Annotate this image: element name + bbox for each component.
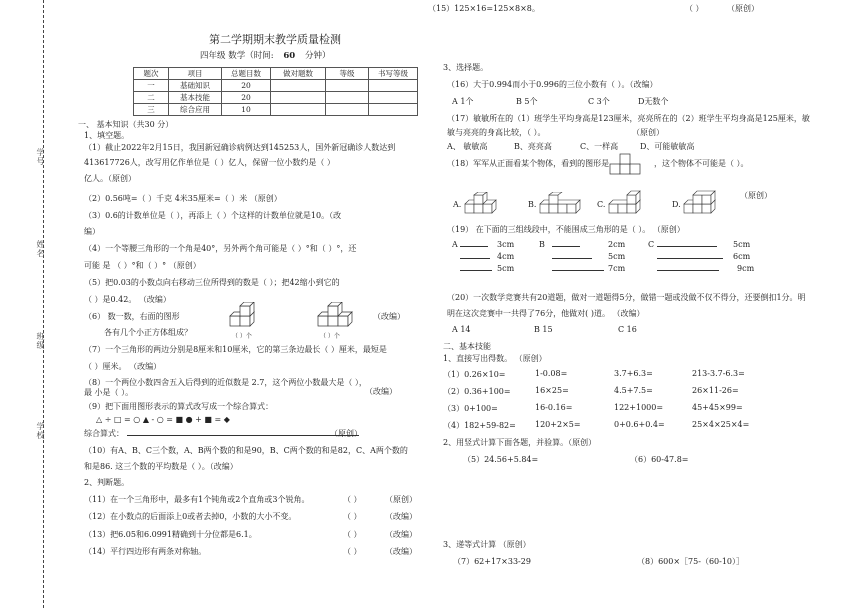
cube-figure-1 — [228, 302, 264, 332]
table-cell[interactable] — [326, 92, 369, 104]
segment-c-3 — [657, 270, 719, 271]
table-cell: 10 — [222, 104, 271, 116]
q8-tag: （改编） — [365, 387, 397, 396]
score-table-header — [134, 68, 418, 80]
j15-tag: （原创） — [727, 4, 759, 13]
choice-heading: 3、选择题。 — [443, 63, 489, 72]
col-header: 题次 — [134, 68, 169, 80]
table-cell[interactable] — [326, 80, 369, 92]
j12: （12）在小数点的后面添上0或者去掉0，小数的大小不变。 — [84, 512, 297, 521]
q6-count-1: （ ）个 — [232, 333, 252, 340]
c18-option-a[interactable]: A. — [453, 200, 462, 209]
table-row — [134, 92, 418, 104]
j12-tag: （改编） — [385, 512, 417, 521]
c20-option-a[interactable]: A 14 — [452, 325, 471, 334]
segment-c-2 — [657, 258, 723, 259]
j15-answer[interactable]: （ ） — [685, 4, 704, 13]
segment-b-2 — [552, 258, 592, 259]
calc-1-3: 3.7+6.3= — [614, 369, 653, 378]
subtitle-prefix: 四年级 数学（时间: — [200, 51, 274, 61]
page-subtitle — [200, 49, 331, 61]
c16-option-d[interactable]: D无数个 — [638, 97, 669, 106]
col-header: 总题目数 — [222, 68, 271, 80]
q3-line-2: 编） — [84, 227, 100, 236]
calc-1-2: 1-0.08= — [535, 369, 568, 378]
c17-option-c[interactable]: C、一样高 — [580, 142, 619, 151]
cube-figure-2 — [316, 302, 356, 332]
segment-c-1 — [657, 246, 717, 247]
j11: （11）在一个三角形中，最多有1个钝角或2个直角或3个锐角。 — [84, 495, 310, 504]
binding-label-name: 姓名 — [36, 240, 45, 258]
table-cell[interactable] — [271, 92, 326, 104]
table-cell[interactable] — [369, 92, 418, 104]
q3-line-1: （3）0.6的计数单位是（ ），再添上（ ）个这样的计数单位就是10。（改 — [84, 211, 342, 220]
c19-option-a[interactable]: A — [452, 240, 458, 249]
c18-option-c[interactable]: C. — [597, 200, 606, 209]
table-cell: 一 — [134, 80, 169, 92]
page-title: 第二学期期末教学质量检测 — [209, 33, 341, 46]
c18-line-1: （18）军军从正面看某个物体，看到的图形是 — [447, 159, 610, 168]
len-b-1: 2cm — [608, 240, 626, 249]
calc-2-3: 4.5+7.5= — [614, 386, 653, 395]
c18-line-2: ，这个物体不可能是（ ）。 — [654, 159, 749, 168]
c19-option-c[interactable]: C — [648, 240, 655, 249]
q9-answer-blank[interactable] — [127, 435, 359, 436]
c16-option-c[interactable]: C 3个 — [588, 97, 610, 106]
table-cell[interactable] — [271, 80, 326, 92]
j14-tag: （改编） — [385, 547, 417, 556]
table-cell: 基本技能 — [169, 92, 222, 104]
c20-line-1: （20）一次数学竞赛共有20道题，做对一道题得5分，做错一题或没做不仅不得分，还要倒扣1分。明 — [447, 293, 806, 302]
calc-4-2: 120+2×5= — [535, 420, 581, 429]
c17-option-a[interactable]: A、 敏敏高 — [447, 142, 488, 151]
c17-line-1: （17）敏敏所在的（1）班学生平均身高是123厘米，亮亮所在的（2）班学生平均身高是125厘米，敏 — [447, 114, 810, 123]
e7: （7）62+17×33-29 — [453, 557, 531, 566]
j13: （13）把6.05和6.0991精确到十分位都是6.1。 — [84, 530, 257, 539]
j12-answer[interactable]: （ ） — [343, 512, 362, 521]
q5-line-1: （5）把0.03的小数点向右移动三位所得到的数是（ ）；把42缩小到它的 — [84, 278, 340, 287]
section-1-title: 一、 基本知识（共30 分） — [78, 120, 174, 129]
q2: （2）0.56吨=（ ）千克 4米35厘米=（ ）米 （原创） — [84, 194, 282, 203]
q6-count-2: （ ）个 — [320, 333, 340, 340]
segment-a-1 — [460, 246, 488, 247]
q5-line-2: （ ）是0.42。 （改编） — [84, 295, 171, 304]
q7-line-1: （7）一个三角形的两边分别是8厘米和10厘米，它的第三条边最长（ ）厘米，最短是 — [84, 345, 387, 354]
calc-2-1: （2）0.36+100= — [443, 387, 511, 396]
table-cell: 基础知识 — [169, 80, 222, 92]
segment-a-2 — [460, 258, 490, 259]
q8-line-2: 最 小是（ ）。 — [84, 388, 134, 397]
e8: （8）600×［75-（60-10）］ — [637, 557, 745, 566]
calc-3-3: 122+1000= — [614, 403, 664, 412]
q1-line-3: 亿人。（原创） — [84, 174, 136, 183]
direct-calc-heading: 1、直接写出得数。 （原创） — [443, 354, 547, 363]
c16: （16）大于0.994而小于0.996的三位小数有（ ）。（改编） — [447, 80, 658, 89]
v6: （6）60-47.8= — [630, 455, 689, 464]
q6-line-1: （6） 数一数，右面的图形 — [84, 312, 180, 321]
binding-label-class: 班级 — [36, 332, 45, 350]
q6-tag: （改编） — [373, 312, 405, 321]
q8-line-1: （8）一个两位小数四舍五入后得到的近似数是 2.7，这个两位小数最大是（ ）， — [84, 378, 367, 387]
col-header: 做对题数 — [271, 68, 326, 80]
q10-line-1: （10）有A、B、C三个数，A、B两个数的和是90，B、C两个数的和是82，C、A两个数的 — [84, 446, 408, 455]
c16-option-a[interactable]: A 1个 — [452, 97, 474, 106]
q9-tag: （原创） — [330, 429, 362, 438]
judge-heading: 2、判断题。 — [84, 478, 130, 487]
j14-answer[interactable]: （ ） — [343, 547, 362, 556]
c17-line-2: 敏与亮亮的身高比较，（ ）。 — [447, 128, 546, 137]
len-c-2: 6cm — [733, 252, 751, 261]
c18-figure-d — [682, 190, 728, 218]
c16-option-b[interactable]: B 5个 — [516, 97, 538, 106]
q9-answer-label: 综合算式： — [84, 429, 124, 438]
time-value: 60 — [283, 51, 296, 61]
len-b-2: 5cm — [608, 252, 626, 261]
segment-b-3 — [552, 270, 604, 271]
segment-b-1 — [552, 246, 580, 247]
table-cell: 二 — [134, 92, 169, 104]
table-row — [134, 80, 418, 92]
calc-2-4: 26×11-26= — [692, 386, 739, 395]
table-cell[interactable] — [369, 104, 418, 116]
q9: （9）把下面用图形表示的算式改写成一个综合算式： — [84, 402, 274, 411]
q10-line-2: 和是86. 这三个数的平均数是（ ）。（改编） — [84, 462, 238, 471]
j11-tag: （原创） — [385, 495, 417, 504]
table-cell[interactable] — [271, 104, 326, 116]
q6-line-2: 各有几个小正方体组成？ — [104, 328, 192, 337]
table-row — [134, 104, 418, 116]
c18-option-b[interactable]: B. — [528, 200, 537, 209]
q4-line-2: 可能 是 （ ）°和（ ）° （原创） — [84, 261, 201, 270]
c20-option-c[interactable]: C 16 — [618, 325, 637, 334]
table-cell: 综合应用 — [169, 104, 222, 116]
fill-blank-heading: 1、填空题。 — [84, 131, 130, 140]
table-cell[interactable] — [326, 104, 369, 116]
len-c-3: 9cm — [737, 264, 755, 273]
binding-label-school: 学校 — [36, 422, 45, 440]
c20-line-2: 明在这次竞赛中一共得了76分，他做对( )道。 （改编） — [447, 309, 645, 318]
len-b-3: 7cm — [608, 264, 626, 273]
col-header: 等级 — [326, 68, 369, 80]
len-a-3: 5cm — [497, 264, 515, 273]
calc-1-1: （1）0.26×10= — [443, 370, 506, 379]
c18-option-d[interactable]: D. — [672, 200, 681, 209]
c17-option-d[interactable]: D、可能敏敏高 — [640, 142, 695, 151]
section-2-title: 二、基本技能 — [443, 342, 491, 351]
len-c-1: 5cm — [733, 240, 751, 249]
calc-4-3: 0+0.6+0.4= — [614, 420, 665, 429]
c17-option-b[interactable]: B、亮亮高 — [514, 142, 552, 151]
front-view-figure — [608, 152, 648, 176]
calc-3-2: 16-0.16= — [535, 403, 573, 412]
c18-figure-c — [607, 190, 653, 218]
len-a-2: 4cm — [497, 252, 515, 261]
q1-line-1: （1）截止2022年2月15日，我国新冠确诊病例达到145253人，国外新冠确诊人数达到 — [84, 143, 396, 152]
vertical-calc-heading: 2、用竖式计算下面各题，并验算。（原创） — [443, 438, 597, 447]
table-cell: 20 — [222, 92, 271, 104]
table-cell: 20 — [222, 80, 271, 92]
c18-tag: （原创） — [740, 191, 772, 200]
calc-4-4: 25×4×25×4= — [692, 420, 750, 429]
j13-tag: （改编） — [385, 530, 417, 539]
j14: （14）平行四边形有两条对称轴。 — [84, 547, 207, 556]
col-header: 书写等级 — [369, 68, 418, 80]
q9-shapes: △ ÷ □ = ○ ▲ - ○ = ■ ● + ■ = ◆ — [96, 415, 230, 424]
c19-option-b[interactable]: B — [539, 240, 545, 249]
table-cell[interactable] — [369, 80, 418, 92]
binding-dashed-line — [43, 0, 44, 608]
q1-line-2: 413617726人，改写用亿作单位是（ ）亿人，保留一位小数约是（ ） — [84, 158, 335, 167]
q9-answer-line — [84, 428, 359, 439]
table-cell: 三 — [134, 104, 169, 116]
calc-3-4: 45+45×99= — [692, 403, 743, 412]
score-table — [133, 67, 418, 116]
calc-3-1: （3）0+100= — [443, 404, 498, 413]
q4-line-1: （4）一个等腰三角形的一个角是40°，另外两个角可能是（ ）°和（ ）°，还 — [84, 244, 357, 253]
segment-a-3 — [460, 270, 492, 271]
v5: （5）24.56+5.84= — [463, 455, 539, 464]
binding-label-id: 学号 — [36, 148, 45, 166]
j15: （15）125×16=125×8×8。 — [428, 4, 540, 13]
calc-4-1: （4）182+59-82= — [443, 421, 516, 430]
c18-figure-a — [463, 192, 509, 218]
calc-1-4: 213-3.7-6.3= — [692, 369, 745, 378]
len-a-1: 3cm — [497, 240, 515, 249]
j11-answer[interactable]: （ ） — [343, 495, 362, 504]
c19: （19） 在下面的三组线段中，不能围成三角形的是（ ）。 （原创） — [447, 225, 685, 234]
c20-option-b[interactable]: B 15 — [534, 325, 553, 334]
j13-answer[interactable]: （ ） — [343, 530, 362, 539]
c17-tag: （原创） — [632, 128, 664, 137]
calc-2-2: 16×25= — [535, 386, 569, 395]
col-header: 项目 — [169, 68, 222, 80]
step-calc-heading: 3、递等式计算 （原创） — [443, 540, 531, 549]
c18-figure-b — [538, 192, 584, 218]
q7-line-2: （ ）厘米。 （改编） — [84, 362, 162, 371]
subtitle-suffix: 分钟） — [304, 51, 331, 61]
